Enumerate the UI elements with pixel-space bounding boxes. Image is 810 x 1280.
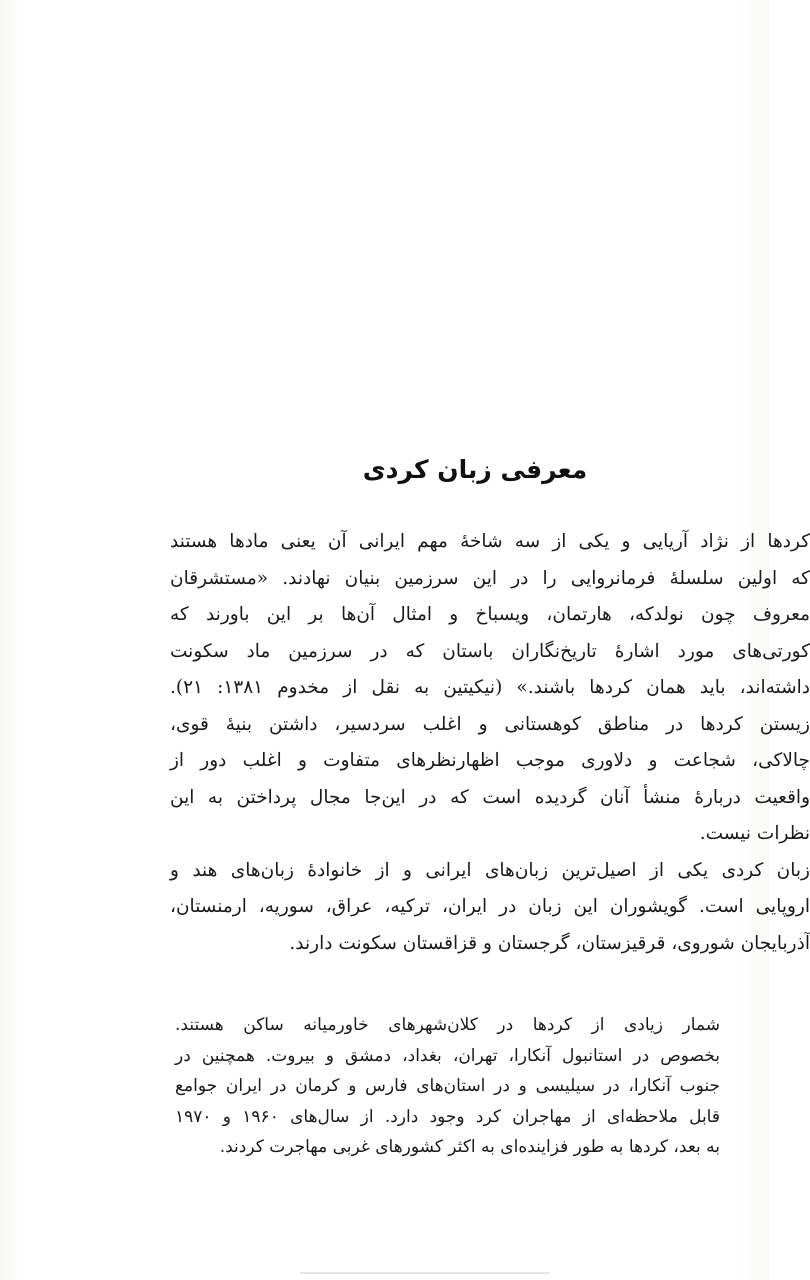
text-line: زبان کردی یکی از اصیل‌ترین زبان‌های ایرانی و از خانوادهٔ زبان‌های هند و — [170, 859, 810, 881]
text-line: چالاکی، شجاعت و دلاوری موجب اظهارنظرهای متفاوت و اغلب دور از — [170, 750, 810, 771]
text-line: که اولین سلسلهٔ فرمانروایی را در این سرزمین بنیان نهادند. «مستشرقان — [170, 567, 810, 589]
body-text — [170, 524, 810, 962]
quote-line: جنوب آنکارا، در سیلیسی و در استان‌های فارس و کرمان در ایران جوامع — [175, 1076, 720, 1096]
quote-line: بخصوص در استانبول آنکارا، تهران، بغداد، دمشق و بیروت. همچنین در — [175, 1045, 720, 1066]
text-line: معروف چون نولدکه، هارتمان، ویسباخ و امثال آن‌ها بر این باورند که — [170, 604, 810, 625]
paragraph-2 — [170, 853, 810, 963]
quote-line: شمار زیادی از کردها در کلان‌شهرهای خاورمیانه ساکن هستند. — [175, 1015, 720, 1035]
quote-line: قابل ملاحظه‌ای از مهاجران کرد وجود دارد. از سال‌های ۱۹۶۰ و ۱۹۷۰ — [175, 1106, 720, 1127]
text-line: کردها از نژاد آریایی و یکی از سه شاخهٔ مهم ایرانی آن یعنی مادها هستند — [170, 531, 810, 552]
page-title: معرفی زبان کردی — [362, 455, 588, 484]
text-line: آذربایجان شوروی، قرقیزستان، گرجستان و قزاقستان سکونت دارند. — [289, 932, 810, 954]
page-bottom-shadow — [300, 1272, 550, 1274]
block-quote — [175, 1010, 720, 1163]
paragraph-1 — [170, 524, 810, 853]
text-line: نظرات نیست. — [699, 823, 810, 844]
text-line: زیستن کردها در مناطق کوهستانی و اغلب سردسیر، داشتن بنیهٔ قوی، — [170, 713, 810, 735]
text-line: کورتی‌های مورد اشارهٔ تاریخ‌نگاران باستان که در سرزمین ماد سکونت — [170, 640, 810, 662]
text-line: واقعیت دربارهٔ منشأ آنان گردیده است که در این‌جا مجال پرداختن به این — [170, 786, 810, 808]
text-line: اروپایی است. گویشوران این زبان در ایران، ترکیه، عراق، سوریه، ارمنستان، — [170, 896, 810, 917]
quote-line: به بعد، کردها به طور فزاینده‌ای به اکثر کشورهای غربی مهاجرت کردند. — [219, 1137, 720, 1157]
text-line: داشته‌اند، باید همان کردها باشند.» (نیکیتین به نقل از مخدوم ۱۳۸۱: ۲۱). — [170, 677, 810, 698]
